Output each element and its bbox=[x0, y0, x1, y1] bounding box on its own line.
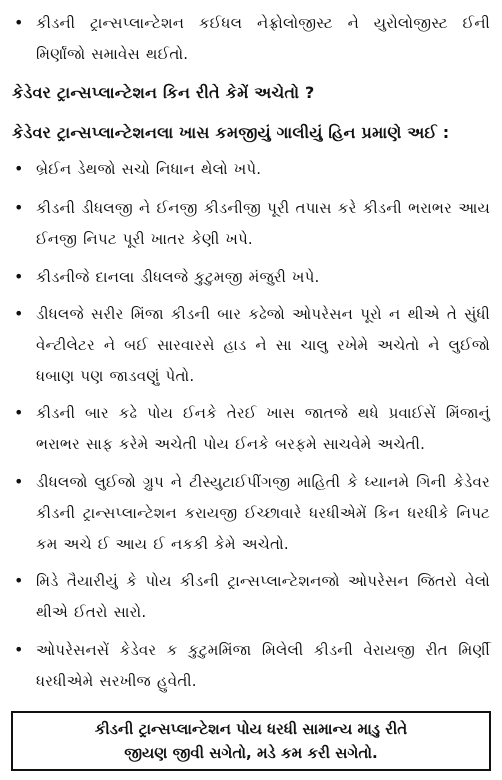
list-item bbox=[14, 154, 490, 185]
bullet-dot: • bbox=[14, 640, 24, 659]
list-item-text: મિડે તૈયારીયું કે પોય કીડની ટ્રાન્સપ્લાન્ટેશનજો ઓપરેસન જિતરો વેલો થીએ ઈતરો સારો. bbox=[36, 572, 490, 621]
bullet-dot: • bbox=[14, 13, 24, 32]
list-item-text: કીડનીજે દાનલા ડીધલજે કુટુમજી મંજુરી ખપે. bbox=[36, 268, 320, 286]
list-item-text: ડીધલજો લુઈજો ગ્રુપ ને ટીસ્યુટાઈપીંગજી માહિતી કે ધ્યાનમે ગિની કેડેવર કીડની ટ્રાન્સપ્લાન્ટેશન કરાયજી ઈચ્છાવારે ધરધીએમેં કિન ધરધીકે નિપટ કમ અચે ઈ આય ઈ નકકી કેમે અચેતો. bbox=[36, 473, 490, 553]
list-item bbox=[14, 193, 490, 255]
list-item-text: ડીધલજે સરીર મિંજા કીડની બાર કઢેજો ઓપરેસન પૂરો ન થીએ તે સુંધી વેન્ટીલેટર ને બઈ સારવારસે હાડ ને સા ચાલુ રખેમે અચેતો ને લુઈજો ધબાણ પણ જાડવણું પેતો. bbox=[36, 305, 490, 385]
list-item-text: કીડની ડીધલજી ને ઈનજી કીડનીજી પૂરી તપાસ કરે કીડની ભરાભર આય ઈનજી નિપટ પૂરી ખાતર કેણી ખપે. bbox=[36, 199, 490, 248]
list-item bbox=[14, 566, 490, 628]
list-item bbox=[14, 262, 490, 293]
bullet-dot: • bbox=[14, 472, 24, 491]
list-item bbox=[14, 467, 490, 560]
bullet-dot: • bbox=[14, 267, 24, 286]
bullet-dot: • bbox=[14, 198, 24, 217]
list-item-text: કીડની બાર કઢે પોય ઈનકે તેરઈ ખાસ જાતજે થધે પ્રવાઈસેં મિંજાનું ભરાભર સાફ કરેમે અચેતી પોય ઈનકે બરફમે સાચવેમે અચેતી. bbox=[36, 404, 490, 453]
list-item bbox=[14, 299, 490, 392]
section-subheading: કેડેવર ટ્રાન્સપ્લાન્ટેશનલા ખાસ કમજીયું ગાલીયું હિન પ્રમાણે અઈ : bbox=[12, 123, 450, 142]
bullet-dot: • bbox=[14, 403, 24, 422]
bullet-dot: • bbox=[14, 304, 24, 323]
summary-box bbox=[11, 711, 491, 771]
list-item bbox=[14, 635, 490, 697]
section-heading: કેડેવર ટ્રાન્સપ્લાન્ટેશન કિન રીતે કેમેં અચેતો ? bbox=[12, 83, 315, 102]
list-item bbox=[14, 8, 490, 70]
list-item-text: બ્રેઈન ડેથજો સચો નિધાન થેલો ખપે. bbox=[36, 160, 262, 178]
list-item-text: કીડની ટ્રાન્સપ્લાન્ટેશન કઈધલ નેફ્રોલોજીસ્ટ ને યુરોલોજીસ્ટ ઈની મિર્ણાંજો સમાવેસ થઈતો. bbox=[36, 14, 490, 63]
summary-line-1: કીડની ટ્રાન્સપ્લાન્ટેશન પોય ધરધી સામાન્ય માડુ રીતે bbox=[94, 720, 408, 738]
bullet-dot: • bbox=[14, 159, 24, 178]
list-item bbox=[14, 398, 490, 460]
summary-line-2: જીયણ જીવી સગેતો, મડે કમ કરી સગેતો. bbox=[124, 744, 378, 762]
list-item-text: ઓપરેસનસેં કેડેવર ક કુટુમમિંજા મિલેલી કીડની વેરાયજી રીત મિર્ણી ધરધીએમે સરખીજ હુવેતી. bbox=[36, 641, 490, 690]
bullet-dot: • bbox=[14, 571, 24, 590]
